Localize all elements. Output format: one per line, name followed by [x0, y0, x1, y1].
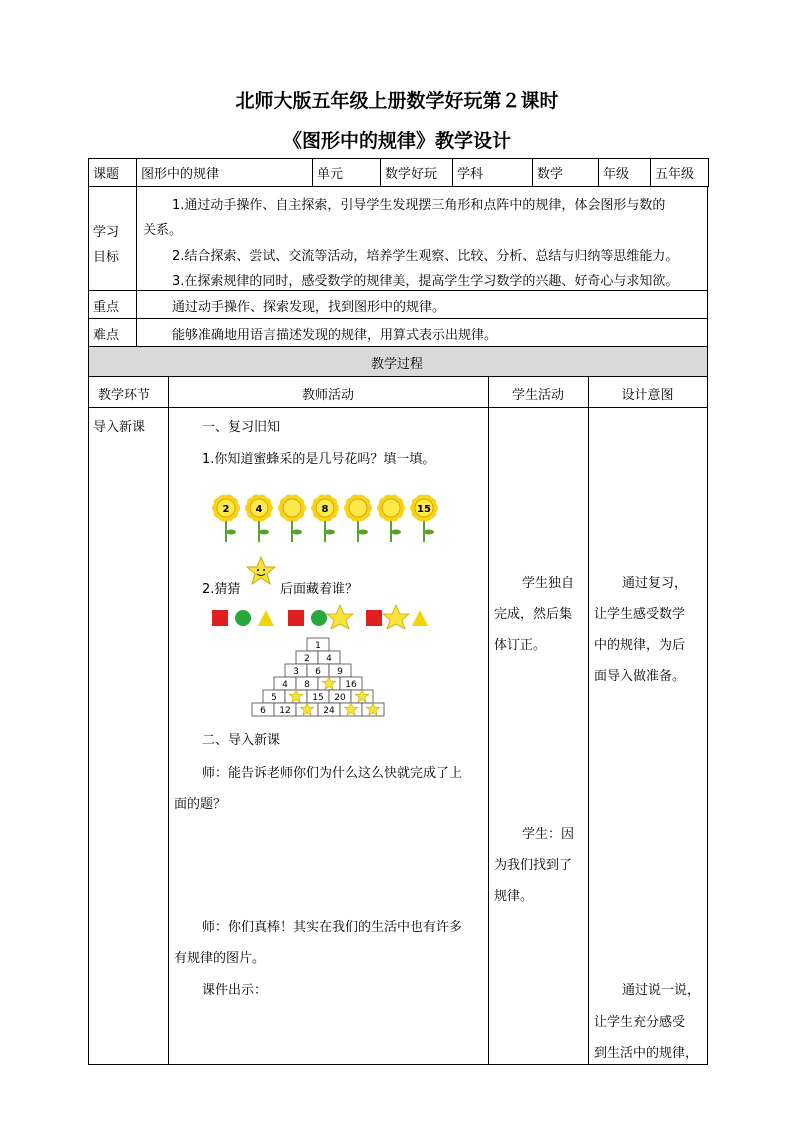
student-1-line-3: 体订正。: [494, 638, 547, 653]
pyramid-number: 6: [260, 706, 266, 716]
objectives-label-2: 目标: [93, 250, 120, 265]
teacher-para-2-line-1: 师：你们真棒！其实在我们的生活中也有许多: [202, 920, 463, 935]
pyramid-number: 4: [282, 680, 288, 690]
pyramid-number: 12: [279, 706, 291, 716]
question-1: 1.你知道蜜蜂采的是几号花吗？填一填。: [202, 452, 436, 467]
objective-3: 3.在探索规律的同时，感受数学的规律美，提高学生学习数学的兴趣、好奇心与求知欲。: [172, 274, 679, 289]
student-2-line-2: 为我们找到了: [494, 858, 573, 873]
process-title: 教学过程: [370, 357, 423, 372]
pyramid-number: 16: [345, 680, 357, 690]
flower-icon: [377, 494, 405, 542]
objective-1-cont: 关系。: [143, 223, 183, 238]
key-text: 通过动手操作、探索发现，找到图形中的规律。: [172, 300, 446, 315]
intent-2-line-1: 通过说一说，: [622, 983, 701, 998]
key-label: 重点: [93, 300, 120, 315]
teacher-para-2-line-2: 有规律的图片。: [174, 951, 266, 966]
stage-label: 导入新课: [93, 420, 146, 435]
intro-title: 二、导入新课: [202, 733, 281, 748]
document-subtitle: 《图形中的规律》教学设计: [282, 130, 511, 152]
intent-1-line-2: 让学生感受数学: [594, 607, 686, 622]
flower-number: 2: [222, 504, 230, 515]
pyramid-number: 3: [293, 667, 299, 677]
pyramid-number: 6: [315, 667, 321, 677]
intent-2-line-2: 让学生充分感受: [594, 1015, 686, 1030]
header-table: [88, 158, 709, 187]
student-2-line-1: 学生：因: [522, 827, 575, 842]
document-title: 北师大版五年级上册数学好玩第２课时: [235, 90, 559, 112]
pyramid-graphic: [248, 636, 388, 718]
student-1-line-1: 学生独自: [522, 576, 575, 591]
pyramid-number: 2: [304, 654, 310, 664]
subject-label: 学科: [453, 159, 533, 187]
yellow-triangle-icon: [258, 610, 274, 626]
red-square-icon: [212, 610, 228, 626]
star-icon: [327, 605, 353, 629]
pyramid-number: 24: [323, 706, 335, 716]
flower-icon: [278, 494, 306, 542]
teacher-para-1-line-1: 师：能告诉老师你们为什么这么快就完成了上: [202, 766, 463, 781]
col-student: 学生活动: [511, 388, 564, 403]
question-2-prefix: 2.猜猜: [202, 582, 241, 597]
objective-1: 1.通过动手操作、自主探索，引导学生发现摆三角形和点阵中的规律，体会图形与数的: [172, 198, 666, 213]
objectives-label-1: 学习: [93, 225, 120, 240]
teacher-para-1-line-2: 面的题？: [174, 797, 227, 812]
pyramid-number: 9: [337, 667, 343, 677]
grade-label: 年级: [599, 159, 651, 187]
unit-value: 数学好玩: [381, 159, 453, 187]
col-teacher: 教师活动: [301, 388, 354, 403]
flower-number: 15: [417, 504, 431, 515]
pyramid-number: 8: [304, 680, 310, 690]
question-2-suffix: 后面藏着谁？: [280, 582, 359, 597]
green-circle-icon: [235, 610, 251, 626]
intent-1-line-1: 通过复习，: [622, 576, 688, 591]
objective-2: 2.结合探索、尝试、交流等活动，培养学生观察、比较、分析、总结与归纳等思维能力。: [172, 249, 679, 264]
student-1-line-2: 完成，然后集: [494, 607, 573, 622]
unit-label: 单元: [313, 159, 381, 187]
flower-icon: [410, 494, 438, 542]
topic-label: 课题: [89, 159, 137, 187]
intent-1-line-4: 面导入做准备。: [594, 669, 686, 684]
pyramid-number: 4: [326, 654, 332, 664]
pyramid-number: 15: [312, 693, 324, 703]
subject-value: 数学: [533, 159, 599, 187]
topic-value: 图形中的规律: [137, 159, 313, 187]
flower-icon: [311, 494, 339, 542]
student-2-line-3: 规律。: [494, 889, 534, 904]
pyramid-number: 1: [315, 641, 321, 651]
review-title: 一、复习旧知: [202, 420, 281, 435]
flowers-illustration: [200, 484, 450, 544]
intent-1-line-3: 中的规律，为后: [594, 638, 686, 653]
intent-2-line-3: 到生活中的规律，: [594, 1046, 699, 1061]
shape-sequence: [210, 604, 440, 632]
flower-icon: [245, 494, 273, 542]
flower-icon: [212, 494, 240, 542]
grade-value: 五年级: [651, 159, 709, 187]
flower-number: 8: [321, 504, 329, 515]
teacher-para-3: 课件出示：: [202, 983, 268, 998]
col-intent: 设计意图: [621, 388, 674, 403]
pyramid-number: 20: [334, 693, 346, 703]
number-pyramid: [248, 636, 388, 718]
difficulty-text: 能够准确地用语言描述发现的规律，用算式表示出规律。: [172, 328, 498, 343]
star-icon: [246, 556, 276, 586]
flower-icon: [344, 494, 372, 542]
flower-number: 4: [255, 504, 263, 515]
pyramid-number: 5: [271, 693, 277, 703]
col-stage: 教学环节: [98, 388, 151, 403]
flower-row: [200, 484, 450, 544]
difficulty-label: 难点: [93, 328, 120, 343]
